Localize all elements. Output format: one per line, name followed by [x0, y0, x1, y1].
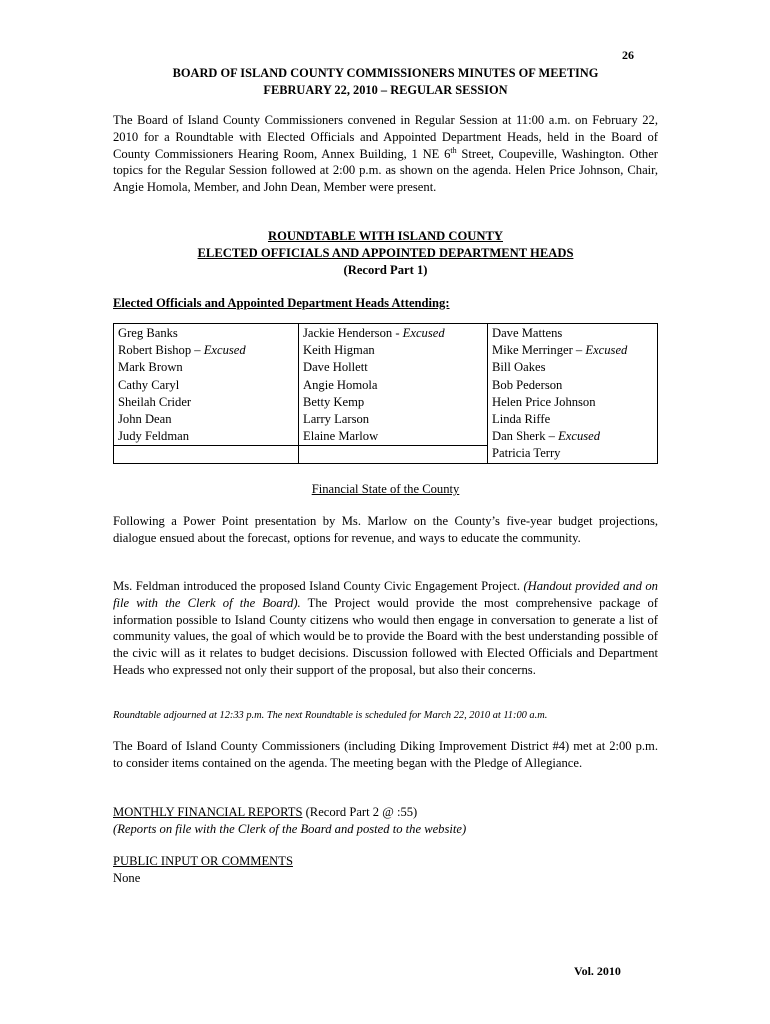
- public-input-heading: PUBLIC INPUT OR COMMENTS: [113, 854, 293, 868]
- document-title: [113, 65, 658, 99]
- attendee: John Dean: [118, 412, 172, 427]
- roundtable-line-3: (Record Part 1): [343, 262, 428, 277]
- attendees-column-3: [488, 324, 658, 464]
- attendee: Angie Homola: [303, 377, 378, 392]
- title-line-1: BOARD OF ISLAND COUNTY COMMISSIONERS MINUTES OF MEETING: [172, 66, 599, 80]
- empty-cell: [114, 446, 299, 464]
- intro-text-1: The Board of Island County Commissioners convened in Regular Session at 11:00 a.m. on February 22, 2010 for a Roundtable with Elected Officials and Appointed Department Heads, held in the Board of County Commissioners Hearing Room, Annex Building, 1 NE 6: [113, 113, 658, 161]
- attendee: Cathy Caryl: [118, 377, 180, 392]
- monthly-reports-heading: MONTHLY FINANCIAL REPORTS: [113, 805, 303, 819]
- attendee: Elaine Marlow: [303, 429, 379, 444]
- public-input-section: [113, 853, 658, 887]
- attendees-column-1: [114, 324, 299, 446]
- civic-handout-note: (Handout provided and on file with the Clerk of the Board).: [113, 579, 658, 610]
- monthly-reports-heading-line: [113, 804, 658, 821]
- roundtable-line-1: ROUNDTABLE WITH ISLAND COUNTY: [267, 229, 503, 243]
- volume-footer: Vol. 2010: [574, 964, 621, 978]
- attendee: Larry Larson: [303, 412, 370, 427]
- attendees-row: [114, 324, 658, 446]
- adjourned-note: Roundtable adjourned at 12:33 p.m. The next Roundtable is scheduled for March 22, 2010 at 11:00 a.m.: [113, 710, 548, 721]
- attendee: Jackie Henderson - Excused: [303, 326, 445, 340]
- roundtable-line-2: ELECTED OFFICIALS AND APPOINTED DEPARTMENT HEADS: [197, 245, 574, 260]
- attendee: Dave Hollett: [303, 360, 368, 375]
- attendee: Bob Pederson: [492, 377, 563, 392]
- intro-superscript: th: [450, 145, 457, 155]
- civic-text-2: The Project would provide the most comprehensive package of information possible to Island County citizens who would then engage in conversation to generate a list of community values, the goal of which would be to provide the Board with the best understanding possible of the civic will as it relates to budget decisions. Discussion followed with Elected Officials and Department Heads who expressed not only their support of the proposal, but also their concerns.: [113, 595, 659, 677]
- monthly-reports-record: (Record Part 2 @ :55): [302, 805, 418, 819]
- roundtable-heading: [113, 228, 658, 278]
- attendee: Dan Sherk – Excused: [492, 429, 601, 444]
- financial-paragraph: Following a Power Point presentation by Ms. Marlow on the County’s five-year budget projections, dialogue ensued about the forecast, options for revenue, and ways to educate the community.: [113, 514, 658, 545]
- monthly-reports-section: [113, 804, 658, 838]
- attendee: Sheilah Crider: [118, 394, 192, 409]
- attendee: Keith Higman: [303, 343, 375, 358]
- attendee: Helen Price Johnson: [492, 394, 596, 409]
- public-input-value: None: [113, 870, 141, 885]
- attending-heading: Elected Officials and Appointed Department Heads Attending:: [113, 296, 450, 310]
- attendee: Patricia Terry: [492, 446, 561, 461]
- attendees-column-2: [299, 324, 488, 446]
- attendee: Robert Bishop – Excused: [118, 343, 246, 358]
- monthly-reports-note: (Reports on file with the Clerk of the Board and posted to the website): [113, 821, 467, 836]
- financial-heading: Financial State of the County: [311, 482, 460, 496]
- page-number: 26: [622, 48, 634, 62]
- session-paragraph: The Board of Island County Commissioners (including Diking Improvement District #4) met at 2:00 p.m. to consider items contained on the agenda. The meeting began with the Pledge of Allegiance.: [113, 739, 658, 770]
- attendee: Judy Feldman: [118, 429, 190, 444]
- civic-text-1: Ms. Feldman introduced the proposed Island County Civic Engagement Project.: [113, 579, 524, 593]
- civic-paragraph: [113, 578, 658, 679]
- attendee: Mike Merringer – Excused: [492, 343, 628, 358]
- intro-text-2: Street, Coupeville, Washington. Other topics for the Regular Session followed at 2:00 p.m. as shown on the agenda. Helen Price Johnson, Chair, Angie Homola, Member, and John Dean, Member were present.: [113, 146, 658, 195]
- attendee: Dave Mattens: [492, 326, 563, 340]
- title-line-2: FEBRUARY 22, 2010 – REGULAR SESSION: [263, 83, 508, 97]
- attendee: Betty Kemp: [303, 394, 365, 409]
- attendee: Greg Banks: [118, 326, 178, 340]
- attendee: Mark Brown: [118, 360, 183, 375]
- attendees-table: [113, 323, 658, 464]
- intro-paragraph: [113, 112, 658, 196]
- empty-cell: [299, 446, 488, 464]
- attendee: Linda Riffe: [492, 412, 551, 427]
- attendee: Bill Oakes: [492, 360, 546, 375]
